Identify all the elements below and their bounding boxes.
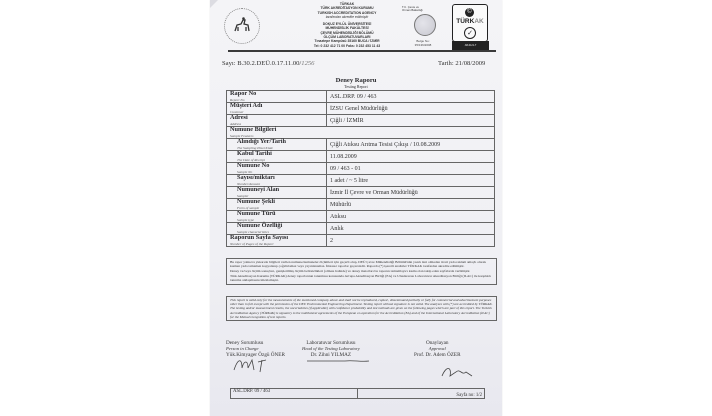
- handwritten-signature: [305, 358, 371, 364]
- row-label-en: Form of sample: [237, 205, 260, 210]
- handwritten-signature: [232, 356, 272, 374]
- row-label-tr: Rapor No: [230, 90, 257, 98]
- belge-label: Belge No:: [416, 39, 430, 43]
- globe-icon: [414, 14, 436, 36]
- note-paragraph: Bu rapor yalnızca yukarıda bilgileri verilen numune/numuneler ölçümleri için geçerli olup, DEÜ Çevre Mühendisliği Bölümü'nün yazılı izni olmadan ticari yada reklam amaçlı olarak kısmen yada tamamen kopyalanıp çoğaltılamaz veya yayınlanamaz. İmzasız raporlar geçersizdir. Raporda (*) işaretli analizler TÜRKAK tarafından akredite edilmiştir.: [230, 260, 486, 269]
- header-divider: [228, 50, 496, 52]
- table-row: [227, 91, 495, 103]
- row-label-en: Customer: [230, 109, 244, 114]
- row-label: [227, 223, 327, 235]
- row-label-tr: Alındığı Yer/Tarih: [237, 138, 287, 146]
- row-label-tr: Numune Özelliği: [237, 222, 283, 230]
- row-label-en: Sample Features: [230, 133, 254, 138]
- row-label-en: Sample type: [237, 217, 255, 222]
- table-row: [227, 199, 495, 211]
- institution-line: ÇEVRE MÜHENDİSLİĞİ BÖLÜMÜ: [320, 30, 374, 35]
- row-label-tr: Numune Bilgileri: [230, 126, 277, 134]
- row-value: 11.08.2009: [327, 151, 495, 163]
- footer-page-number: Sayfa no: 1/2: [456, 393, 482, 398]
- signature-name: Yük.Kimyager Özgü ÖNER: [226, 352, 285, 358]
- institution-contact: Tel: 0 232 412 71 00 Faks: 0 232 453 11 43: [313, 43, 381, 48]
- note-paragraph: This report is valid only for the measurements of the mentioned company above and shall not be reproduced, copied , disseminated partially or fully for commercial and advertisement purposes other than in full except with the permission of the DEU Environmental Engineering Department. Testing report without signature is not valid. The analyses with (*) are accredited by TÜRKAK.: [230, 298, 493, 307]
- table-row: [227, 223, 495, 235]
- row-label-tr: Numune No: [237, 162, 270, 170]
- row-label-en: Number/Amount: [237, 181, 261, 186]
- turkak-full-tr: TÜRK AKREDİTASYON KURUMU: [320, 6, 374, 11]
- turkak-wordmark-accent: AK: [474, 18, 484, 25]
- sayi-value: B.30.2.DEÜ.0.17.11.00/: [237, 60, 302, 67]
- row-label-en: Address: [230, 121, 242, 126]
- row-value: İZSU Genel Müdürlüğü: [327, 103, 495, 115]
- row-label-tr: Kabul Tarihi: [237, 150, 272, 158]
- table-row: [227, 163, 495, 175]
- row-label-en: Number of Pages of the Report: [230, 241, 274, 246]
- certificate-number: [408, 40, 438, 47]
- row-label-en: Report No: [230, 97, 245, 102]
- signature-role-en: Approval: [428, 346, 446, 351]
- letterhead: [210, 0, 502, 50]
- institution-line: MÜHENDİSLİK FAKÜLTESİ: [325, 26, 369, 31]
- accreditation-note: tarafından akredite edilmiştir: [325, 14, 369, 19]
- row-value: 09 / 463 - 01: [327, 163, 495, 175]
- row-value: Mühürlü: [327, 199, 495, 211]
- tarih-label: Tarih:: [438, 60, 454, 67]
- table-row: [227, 235, 495, 247]
- turkak-logo: [452, 4, 488, 42]
- row-label-tr: Numuneyi Alan: [237, 186, 280, 194]
- report-info-table: [226, 90, 495, 247]
- ministry-label: T.C. Çevre ve Orman Bakanlığı: [402, 5, 423, 13]
- table-row: [227, 175, 495, 187]
- row-label: [227, 163, 327, 175]
- notes-turkish: [226, 258, 497, 285]
- row-label-tr: Numune Şekli: [237, 198, 275, 206]
- row-value: 1 adet / ~ 5 litre: [327, 175, 495, 187]
- turkak-code: AB-0121-T: [464, 44, 477, 47]
- table-row: [227, 151, 495, 163]
- notes-english: [226, 296, 497, 321]
- turkak-full-en: TURKISH ACCREDITATION AGENCY: [317, 10, 377, 15]
- handwritten-signature: [438, 364, 478, 380]
- note-paragraph: Deney ve/veya ölçüm sonuçları, genişletilmiş ölçüm belirsizlikleri (olması halinde) ve deney metotları bu raporun tamamlayıcı kısmı olan takip eden sayfalarda verilmiştir.: [230, 269, 471, 274]
- row-label-en: The Date of Receipt: [237, 157, 265, 162]
- row-label: [227, 139, 327, 151]
- institution-line: DOKUZ EYLÜL ÜNİVERSİTESİ: [322, 22, 372, 27]
- document-number: [222, 60, 314, 67]
- table-row: [227, 187, 495, 199]
- table-row: [227, 115, 495, 127]
- scanned-document-page: [210, 0, 502, 416]
- row-value: Atıksu: [327, 211, 495, 223]
- row-value: Çiğli / İZMİR: [327, 115, 495, 127]
- page-footer: [230, 388, 485, 399]
- row-value: Anlık: [327, 223, 495, 235]
- signature-role: Deney Sorumlusu: [226, 340, 264, 346]
- signature-role: Onaylayan: [426, 340, 449, 346]
- table-row: [227, 103, 495, 115]
- row-label: [227, 187, 327, 199]
- turkak-wordmark: TÜRKAK: [456, 18, 484, 25]
- table-row: [227, 127, 495, 139]
- row-label: [227, 235, 327, 247]
- signature-name: Dr. Zihni YILMAZ: [310, 352, 352, 358]
- report-title: [210, 77, 502, 89]
- row-label: [227, 151, 327, 163]
- sayi-label: Sayı:: [222, 60, 236, 67]
- report-title-en: Testing Report: [344, 84, 368, 89]
- signature-block-lab-head: [302, 340, 360, 358]
- footer-report-no: ASL.DRP. 09 / 463: [231, 389, 358, 398]
- row-label-tr: Sayısı/miktarı: [237, 174, 275, 182]
- signature-role-en: Person in Charge: [226, 346, 259, 351]
- table-row: [227, 139, 495, 151]
- signature-name: Prof. Dr. Adem ÖZER: [414, 352, 461, 358]
- check-icon: ✓: [464, 27, 476, 39]
- row-label-en: The Sampling Place/Date: [237, 145, 273, 150]
- note-paragraph: Türk Akreditasyon Kurumu (TÜRKAK) deney raporlarının tanınması konusunda Avrupa Akreditasyon Birliği (EA) ve Uluslararası Laboratuvar Akreditasyon Birliği (ILAC) ile karşılıklı tanınma antlaşmasını imzalamıştır.: [230, 274, 491, 283]
- turkak-code-bar: [452, 41, 489, 50]
- note-paragraph: The testing and/or measurement results, the uncertainties (if applicable) with confidence probability and test methods are given on the following pages which are part of this report. The Turkish Accreditation Agency (TÜRKAK) is signatory to the multilateral agreements of the European co-operation for the Accreditation (EA) and of the International Laboratory Accreditation (ILAC) for the Mutual recognition of test reports.: [230, 306, 492, 319]
- row-value: İzmir İl Çevre ve Orman Müdürlüğü: [327, 187, 495, 199]
- row-value: 2: [327, 235, 495, 247]
- belge-value: 35/136/2008: [414, 42, 432, 47]
- signature-role-en: Head of the Testing Laboratory: [302, 346, 360, 351]
- institution-address: Tınaztepe Kampüsü 35160 BUCA / İZMİR: [314, 39, 380, 44]
- row-label: [227, 175, 327, 187]
- row-label-tr: Raporun Sayfa Sayısı: [230, 234, 289, 242]
- document-date: [438, 60, 485, 67]
- sayi-handwritten: 1256: [301, 60, 315, 67]
- signature-role: Laboratuvar Sorumlusu: [306, 340, 356, 346]
- row-label: [227, 211, 327, 223]
- institution-line: ÖLÇÜM LABORATUVARLARI: [323, 35, 371, 40]
- row-value: Çiğli Atıksu Arıtma Tesisi Çıkışı / 10.08.2009: [327, 139, 495, 151]
- report-title-tr: Deney Raporu: [335, 77, 377, 84]
- table-row: [227, 211, 495, 223]
- row-label-tr: Adresi: [230, 114, 248, 122]
- row-label: [227, 103, 327, 115]
- turkak-short: TÜRKAK: [339, 2, 355, 6]
- university-logo: [224, 8, 260, 44]
- row-value: ASL.DRP. 09 / 463: [327, 91, 495, 103]
- row-label: [227, 91, 327, 103]
- row-label: [227, 127, 495, 139]
- horse-rider-icon: [231, 15, 253, 37]
- signature-block-approval: [414, 340, 461, 358]
- row-label-en: Sample characteristics: [237, 229, 269, 234]
- row-label: [227, 199, 327, 211]
- row-label: [227, 115, 327, 127]
- tarih-value: 21/08/2009: [455, 60, 486, 67]
- ministry-logo: [396, 4, 446, 49]
- row-label-tr: Numune Türü: [237, 210, 276, 218]
- copyright-icon: ©: [465, 8, 474, 17]
- row-label-en: Sampler: [237, 193, 249, 198]
- row-label-en: Sample No: [237, 169, 253, 174]
- row-label-tr: Müşteri Adı: [230, 102, 263, 110]
